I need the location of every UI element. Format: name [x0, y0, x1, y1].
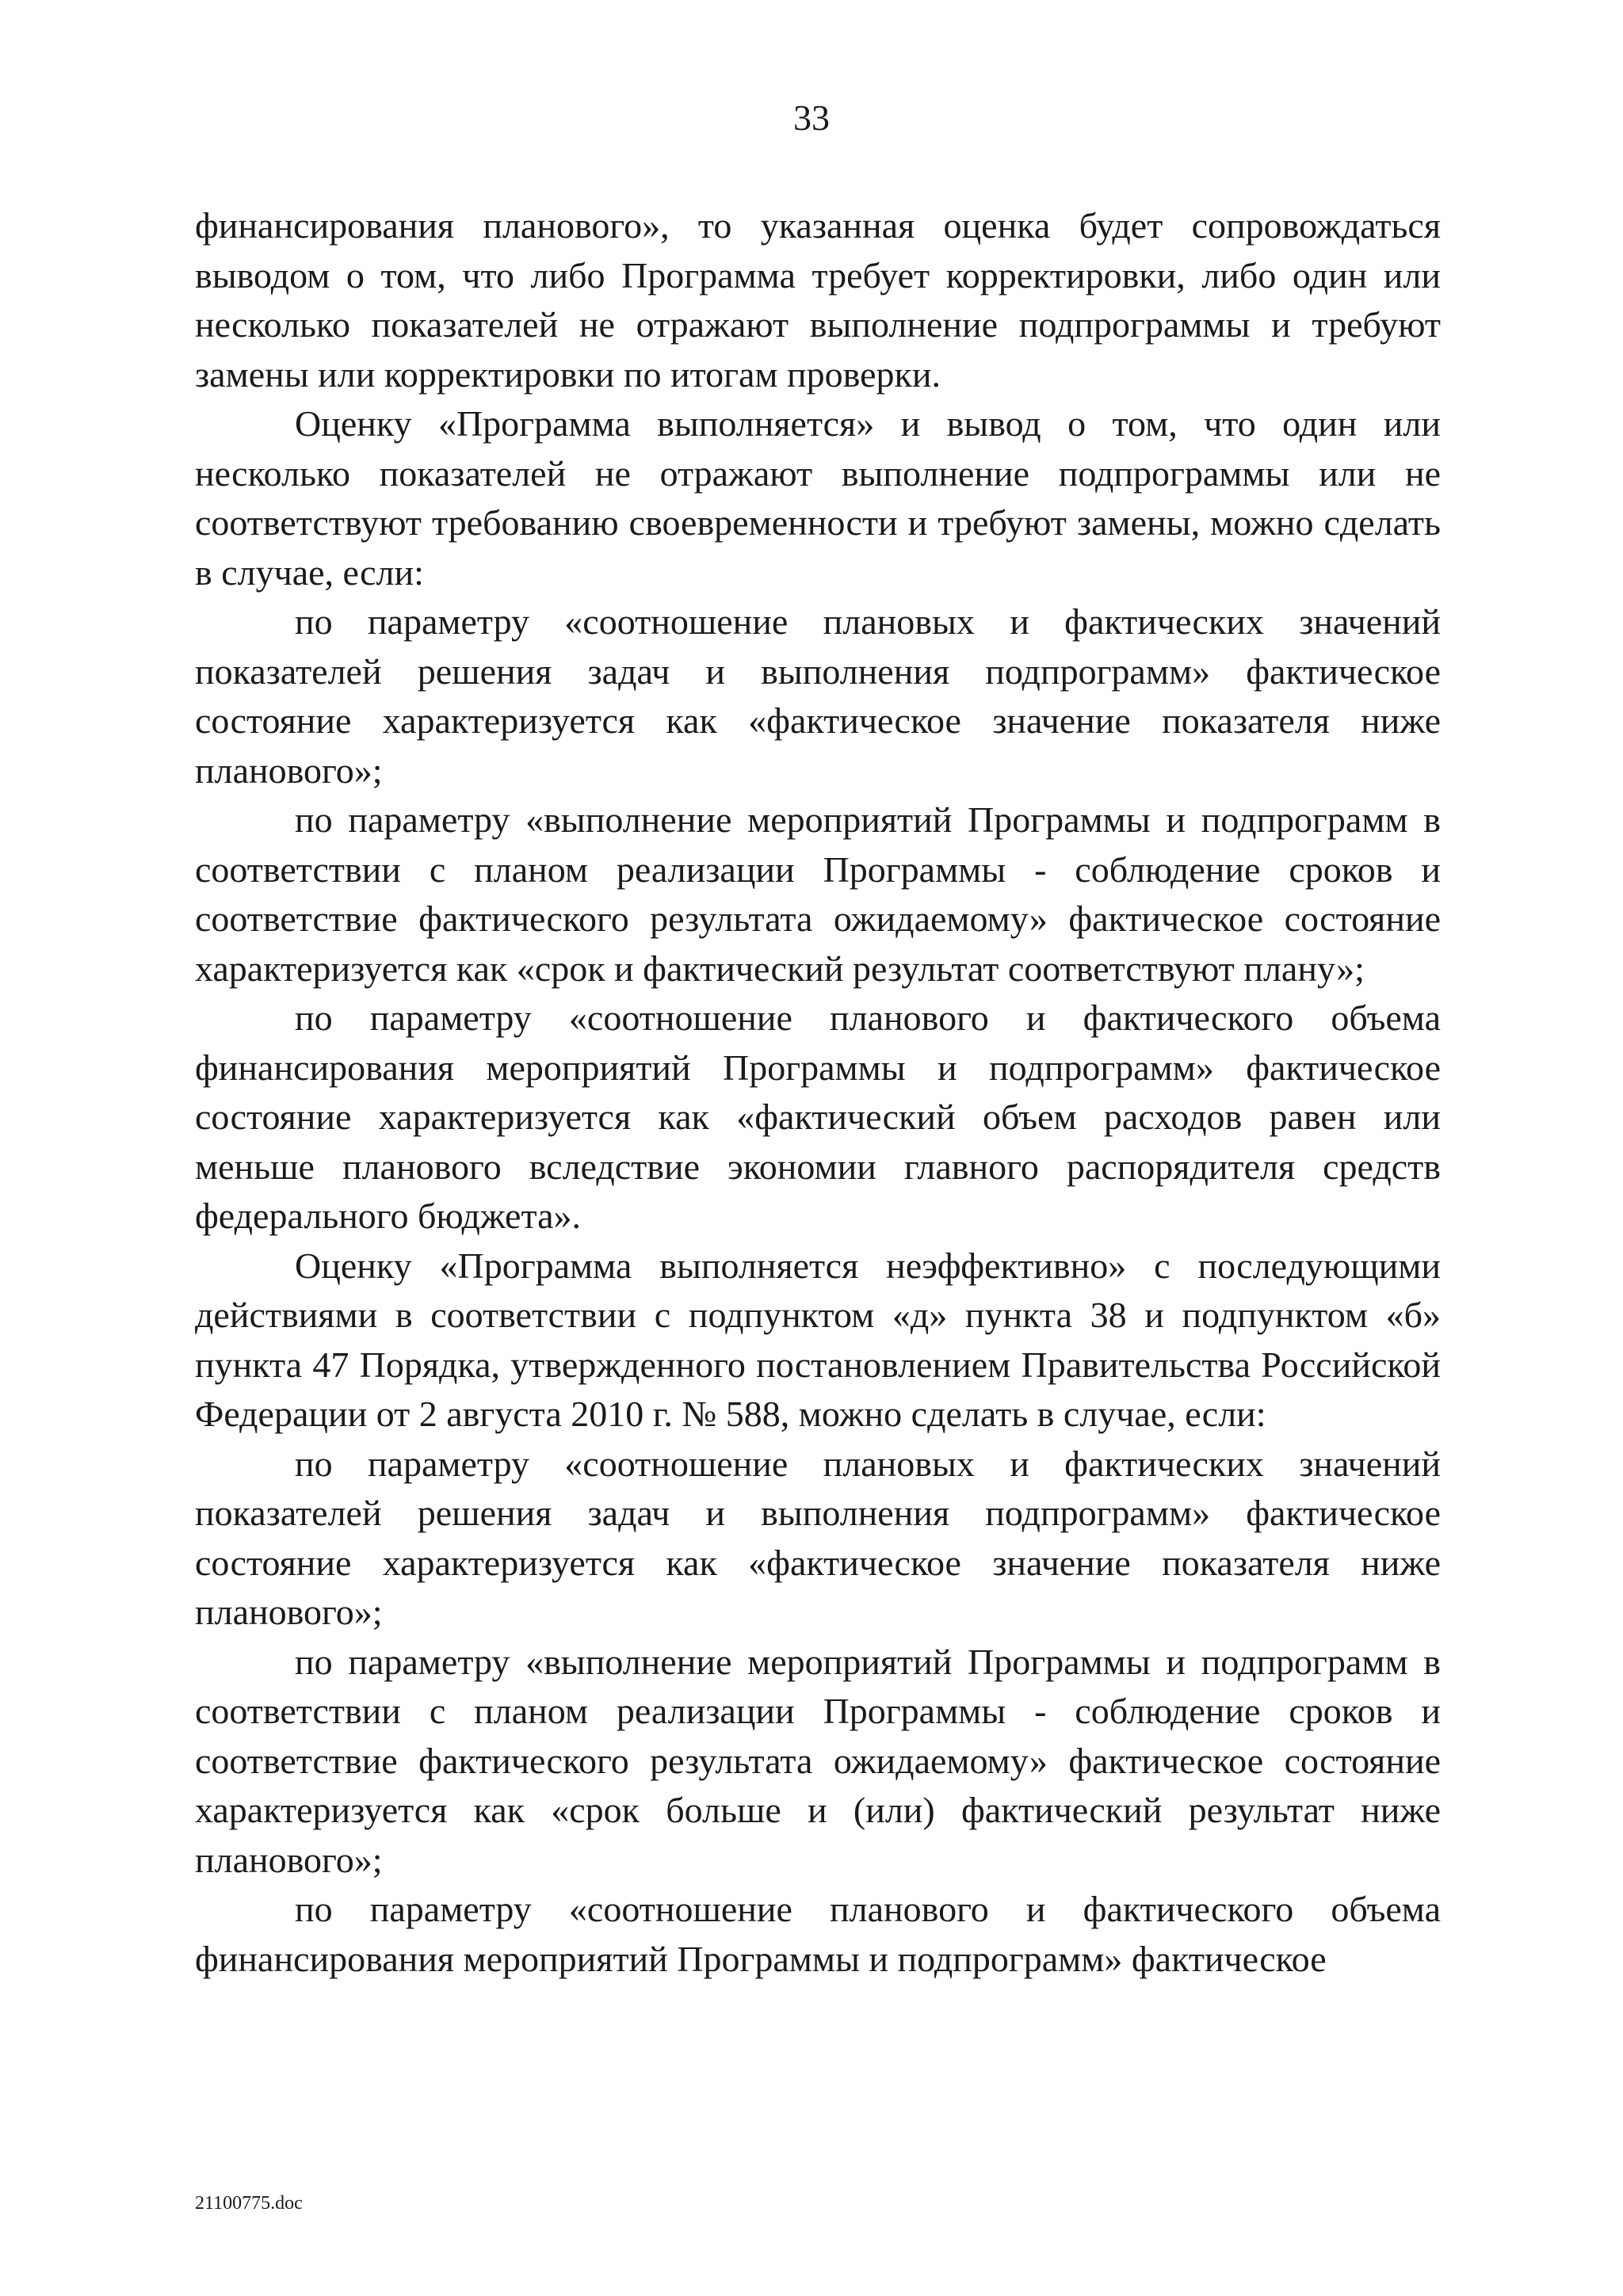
paragraph-assessment-program-inefficient: Оценку «Программа выполняется неэффективно» с последующими действиями в соответствии с подпунктом «д» пункта 38 и подпунктом «б» пункта 47 Порядка, утвержденного постановлением Правительства Российской Федерации от 2 августа 2010 г. № 588, можно сделать в случае, если: — [195, 1245, 1441, 1434]
paragraph-continuation: финансирования планового», то указанная оценка будет сопровождаться выводом о том, что либо Программа требует корректировки, либо один или несколько показателей не отражают выполнение подпрограммы и требуют замены или корректировки по итогам проверки. — [195, 205, 1441, 395]
paragraph-criterion-financing: по параметру «соотношение планового и фактического объема финансирования мероприятий Программы и подпрограмм» фактическое состояние характеризуется как «фактический объем расходов равен или меньше планового вследствие экономии главного распорядителя средств федерального бюджета». — [195, 997, 1441, 1236]
footer-filename: 21100775.doc — [195, 2193, 303, 2214]
paragraph-criterion-financing-2: по параметру «соотношение планового и фактического объема финансирования мероприятий Программы и подпрограмм» фактическое — [195, 1889, 1441, 1979]
page-number: 33 — [793, 97, 830, 138]
paragraph-criterion-activities: по параметру «выполнение мероприятий Программы и подпрограмм в соответствии с планом реализации Программы - соблюдение сроков и соответствие фактического результата ожидаемому» фактическое состояние характеризуется как «срок и фактический результат соответствуют плану»; — [195, 799, 1441, 989]
paragraph-assessment-program-executing: Оценку «Программа выполняется» и вывод о том, что один или несколько показателей не отражают выполнение подпрограммы или не соответствуют требованию своевременности и требуют замены, можно сделать в случае, если: — [195, 403, 1441, 593]
document-body — [195, 201, 1441, 1984]
paragraph-criterion-activities-2: по параметру «выполнение мероприятий Программы и подпрограмм в соответствии с планом реализации Программы - соблюдение сроков и соответствие фактического результата ожидаемому» фактическое состояние характеризуется как «срок больше и (или) фактический результат ниже планового»; — [195, 1641, 1441, 1880]
paragraph-criterion-indicators-2: по параметру «соотношение плановых и фактических значений показателей решения задач и выполнения подпрограмм» фактическое состояние характеризуется как «фактическое значение показателя ниже планового»; — [195, 1443, 1441, 1632]
paragraph-criterion-indicators: по параметру «соотношение плановых и фактических значений показателей решения задач и выполнения подпрограмм» фактическое состояние характеризуется как «фактическое значение показателя ниже планового»; — [195, 601, 1441, 791]
